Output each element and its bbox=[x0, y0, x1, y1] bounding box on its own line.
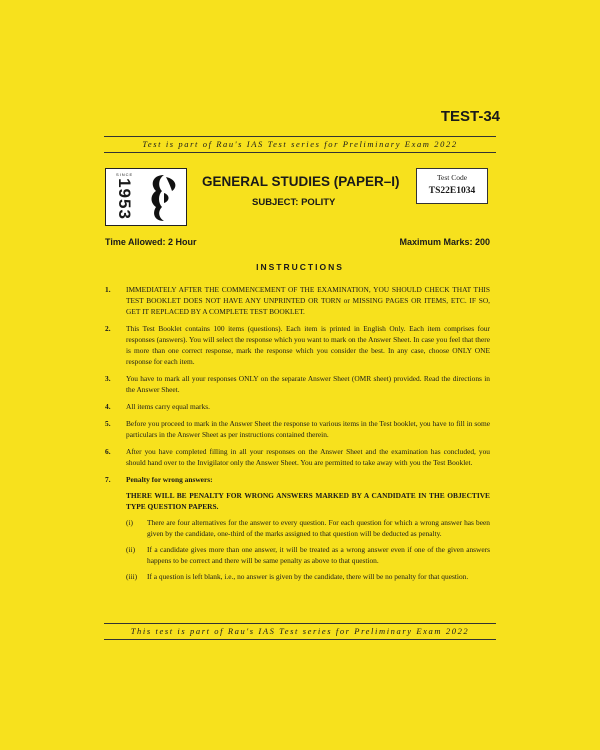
maximum-marks: Maximum Marks: 200 bbox=[399, 237, 490, 247]
test-code-label: Test Code bbox=[436, 173, 468, 182]
bottom-rule-upper bbox=[104, 623, 496, 624]
penalty-notice: THERE WILL BE PENALTY FOR WRONG ANSWERS MARKED BY A CANDIDATE IN THE OBJECTIVE TYPE QUESTION PAPERS. bbox=[126, 491, 490, 511]
paper-subject: SUBJECT: POLITY bbox=[252, 197, 336, 208]
instruction-item: 1. IMMEDIATELY AFTER THE COMMENCEMENT OF THE EXAMINATION, YOU SHOULD CHECK THAT THIS TEST BOOKLET DOES NOT HAVE ANY UNPRINTED OR TORN or MISSING PAGES OR ITEMS, ETC. IF SO, GET IT REPLACED BY A COMPLETE TEST BOOKLET. bbox=[105, 285, 490, 316]
penalty-item: (iii) If a question is left blank, i.e., no answer is given by the candidate, there will be no penalty for that question. bbox=[126, 572, 469, 581]
test-number: TEST-34 bbox=[440, 108, 500, 125]
instruction-item: 4. All items carry equal marks. bbox=[105, 402, 210, 411]
instruction-item: 6. After you have completed filling in all your responses on the Answer Sheet and the examination has concluded, you should hand over to the Invigilator only the Answer Sheet. You are permitted to take away with you the Test Booklet. bbox=[105, 447, 490, 467]
logo-year: 1953 bbox=[115, 178, 134, 220]
top-rule-upper bbox=[104, 136, 496, 137]
bottom-rule-lower bbox=[104, 639, 496, 640]
instruction-item-penalty: 7. Penalty for wrong answers: THERE WILL BE PENALTY FOR WRONG ANSWERS MARKED BY A CANDIDATE IN THE OBJECTIVE TYPE QUESTION PAPERS. (i) There are four alternatives for the answer to every question. For each question for which a wrong answer has been given by the candidate, one-third of the marks assigned to that question will be deducted as penalty. (ii) If a candidate gives more than one answer, it will be treated as a wrong answer even if one of the given answers happens to be correct and there will be same penalty as above to that question. (iii) If a question is left blank, i.e., no answer is given by the candidate, there will be no penalty for that question. bbox=[105, 475, 490, 581]
penalty-item: (ii) If a candidate gives more than one answer, it will be treated as a wrong answer even if one of the given answers happens to be correct and there will be same penalty as above to that question. bbox=[126, 545, 490, 565]
instructions-heading: INSTRUCTIONS bbox=[256, 262, 344, 272]
institute-logo bbox=[105, 168, 187, 226]
test-code-box bbox=[416, 168, 488, 204]
instruction-item: 3. You have to mark all your responses ONLY on the separate Answer Sheet (OMR sheet) provided. Read the directions in the Answer Sheet. bbox=[105, 374, 490, 394]
instruction-item: 2. This Test Booklet contains 100 items (questions). Each item is printed in English Only. Each item comprises four responses (answers). You will select the response which you want to mark on the Answer Sheet. In case you feel that there is more than one correct response, mark the response which you consider the best. In any case, choose ONLY ONE response for each item. bbox=[105, 324, 490, 366]
logo-since: SINCE bbox=[116, 172, 134, 177]
instruction-item: 5. Before you proceed to mark in the Answer Sheet the response to various items in the Test booklet, you have to fill in some particulars in the Answer Sheet as per instructions contained therein. bbox=[105, 419, 490, 439]
top-rule-lower bbox=[104, 152, 496, 153]
paper-title: GENERAL STUDIES (PAPER–I) bbox=[202, 174, 400, 189]
logo-emblem-icon bbox=[144, 173, 184, 223]
test-code-value: TS22E1034 bbox=[428, 186, 476, 196]
banner-bottom: This test is part of Rau's IAS Test series for Preliminary Exam 2022 bbox=[130, 626, 470, 636]
banner-top: Test is part of Rau's IAS Test series for Preliminary Exam 2022 bbox=[142, 139, 458, 149]
penalty-item: (i) There are four alternatives for the answer to every question. For each question for which a wrong answer has been given by the candidate, one-third of the marks assigned to that question will be deducted as penalty. bbox=[126, 518, 490, 538]
time-allowed: Time Allowed: 2 Hour bbox=[105, 237, 197, 247]
instructions-list bbox=[105, 284, 490, 587]
